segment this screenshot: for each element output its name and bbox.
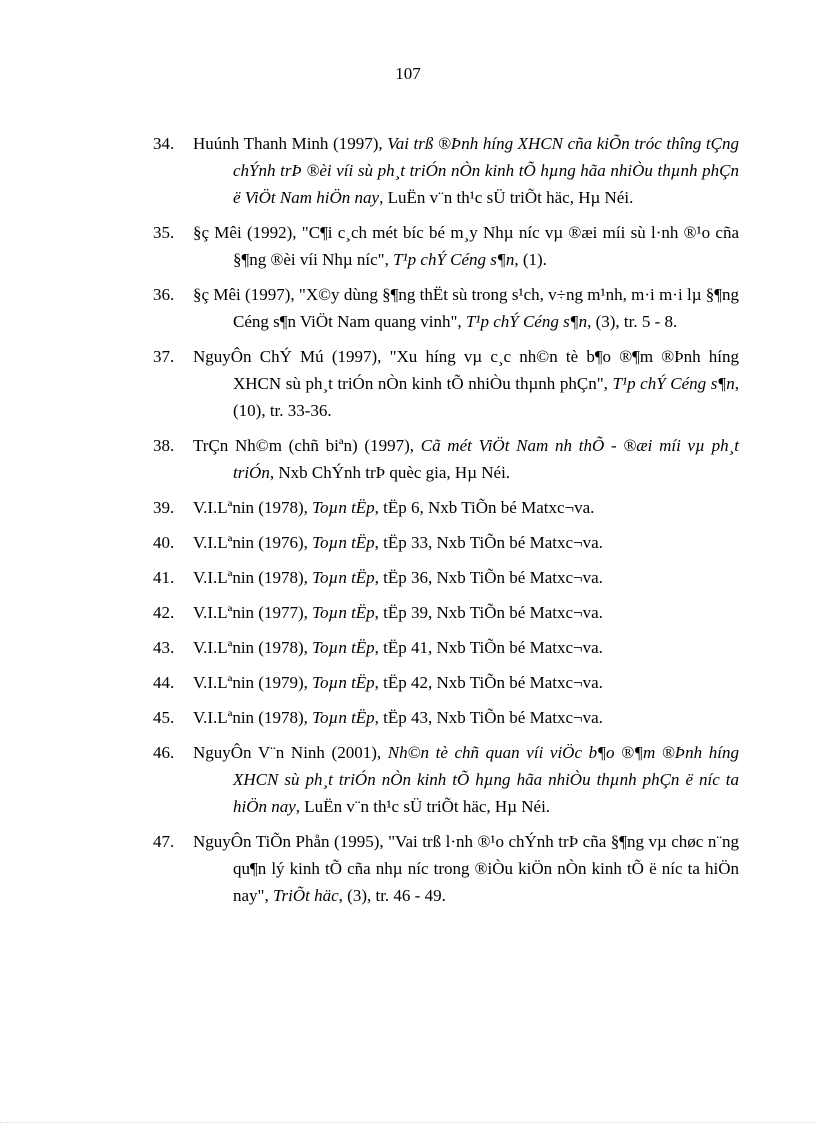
reference-title: Vai trß ®Þnh híng XHCN cña kiÕn tróc thîng tÇng chÝnh trÞ ®èi víi sù ph¸t triÓn nÒn kinh tÕ hµng hãa nhiÒu thµnh phÇn ë ViÖt Nam hiÖn nay	[233, 134, 739, 207]
reference-details: , LuËn v¨n th¹c sÜ triÕt häc, Hµ Néi.	[295, 797, 551, 816]
reference-details: , (3), tr. 5 - 8.	[587, 312, 678, 331]
reference-details: , tËp 39, Nxb TiÕn bé Matxc¬va.	[374, 603, 603, 622]
reference-title: Toµn tËp	[312, 638, 375, 657]
reference-number: 39.	[153, 498, 175, 517]
reference-item	[153, 634, 739, 661]
reference-number: 40.	[153, 533, 175, 552]
reference-text: NguyÔn V¨n Ninh (2001),	[193, 743, 388, 762]
reference-title: Cã mét ViÖt Nam nh thÕ - ®æi míi vµ ph¸t triÓn	[233, 436, 740, 482]
reference-list	[153, 130, 739, 917]
reference-number: 47.	[153, 832, 175, 851]
reference-title: T¹p chÝ Céng s¶n	[465, 312, 588, 331]
reference-title: Toµn tËp	[312, 603, 375, 622]
reference-item	[153, 494, 739, 521]
reference-item	[153, 599, 739, 626]
reference-details: , tËp 36, Nxb TiÕn bé Matxc¬va.	[374, 568, 603, 587]
reference-details: , (1).	[514, 250, 547, 269]
reference-text: V.I.Lªnin (1978),	[193, 638, 313, 657]
reference-number: 37.	[153, 347, 175, 366]
reference-details: , tËp 43, Nxb TiÕn bé Matxc¬va.	[374, 708, 603, 727]
reference-text: V.I.Lªnin (1979),	[193, 673, 313, 692]
reference-item	[153, 669, 739, 696]
reference-details: , (3), tr. 46 - 49.	[338, 886, 446, 905]
reference-text: TrÇn Nh©m (chñ biªn) (1997),	[193, 436, 421, 455]
reference-text: Huúnh Thanh Minh (1997),	[193, 134, 388, 153]
reference-text: V.I.Lªnin (1976),	[193, 533, 313, 552]
reference-details: , tËp 41, Nxb TiÕn bé Matxc¬va.	[374, 638, 603, 657]
reference-title: Toµn tËp	[312, 498, 375, 517]
reference-item	[153, 739, 739, 820]
reference-item	[153, 343, 739, 424]
reference-number: 35.	[153, 223, 175, 242]
reference-text: §ç Mêi (1997), "X©y dùng §¶ng thËt sù trong s¹ch, v÷ng m¹nh, m·i m·i lµ §¶ng Céng s¶n ViÖt Nam quang vinh",	[193, 285, 739, 331]
reference-text: §ç Mêi (1992), "C¶i c¸ch mét bíc bé m¸y Nhµ níc vµ ®æi míi sù l·nh ®¹o cña §¶ng ®èi víi Nhµ níc",	[193, 223, 739, 269]
reference-title: Toµn tËp	[312, 533, 375, 552]
reference-number: 36.	[153, 285, 175, 304]
reference-details: , tËp 6, Nxb TiÕn bé Matxc¬va.	[374, 498, 595, 517]
reference-item	[153, 219, 739, 273]
reference-text: NguyÔn TiÕn Phån (1995), "Vai trß l·nh ®¹o chÝnh trÞ cña §¶ng vµ chøc n¨ng qu¶n lý kinh tÕ cña nhµ níc trong ®iÒu kiÖn nÒn kinh tÕ ë níc ta hiÖn nay",	[193, 832, 739, 905]
reference-title: T¹p chÝ Céng s¶n	[612, 374, 735, 393]
reference-item	[153, 281, 739, 335]
reference-item	[153, 432, 739, 486]
reference-number: 38.	[153, 436, 175, 455]
reference-item	[153, 828, 739, 909]
reference-number: 45.	[153, 708, 175, 727]
reference-number: 46.	[153, 743, 175, 762]
reference-title: T¹p chÝ Céng s¶n	[393, 250, 515, 269]
reference-text: V.I.Lªnin (1978),	[193, 568, 313, 587]
reference-text: V.I.Lªnin (1977),	[193, 603, 313, 622]
reference-title: Toµn tËp	[312, 568, 375, 587]
reference-text: V.I.Lªnin (1978),	[193, 708, 313, 727]
reference-text: NguyÔn ChÝ Mú (1997), "Xu híng vµ c¸c nh©n tè b¶o ®¶m ®Þnh híng XHCN sù ph¸t triÓn nÒn kinh tÕ nhiÒu thµnh phÇn",	[193, 347, 739, 393]
reference-title: Toµn tËp	[312, 708, 375, 727]
reference-number: 41.	[153, 568, 175, 587]
reference-number: 34.	[153, 134, 175, 153]
reference-number: 42.	[153, 603, 175, 622]
reference-details: , Nxb ChÝnh trÞ quèc gia, Hµ Néi.	[269, 463, 511, 482]
reference-details: , LuËn v¨n th¹c sÜ triÕt häc, Hµ Néi.	[379, 188, 634, 207]
reference-details: , tËp 33, Nxb TiÕn bé Matxc¬va.	[374, 533, 603, 552]
page-number: 107	[395, 64, 421, 83]
reference-item	[153, 529, 739, 556]
reference-item	[153, 130, 739, 211]
reference-item	[153, 704, 739, 731]
reference-title: TriÕt häc	[273, 886, 339, 905]
reference-title: Nh©n tè chñ quan víi viÖc b¶o ®¶m ®Þnh híng XHCN sù ph¸t triÓn nÒn kinh tÕ hµng hãa nhiÒu thµnh phÇn ë níc ta hiÖn nay	[233, 743, 739, 816]
reference-details: , (10), tr. 33-36.	[233, 374, 739, 420]
reference-number: 43.	[153, 638, 175, 657]
reference-number: 44.	[153, 673, 175, 692]
reference-details: , tËp 42, Nxb TiÕn bé Matxc¬va.	[374, 673, 603, 692]
reference-item	[153, 564, 739, 591]
reference-text: V.I.Lªnin (1978),	[193, 498, 313, 517]
reference-title: Toµn tËp	[312, 673, 375, 692]
